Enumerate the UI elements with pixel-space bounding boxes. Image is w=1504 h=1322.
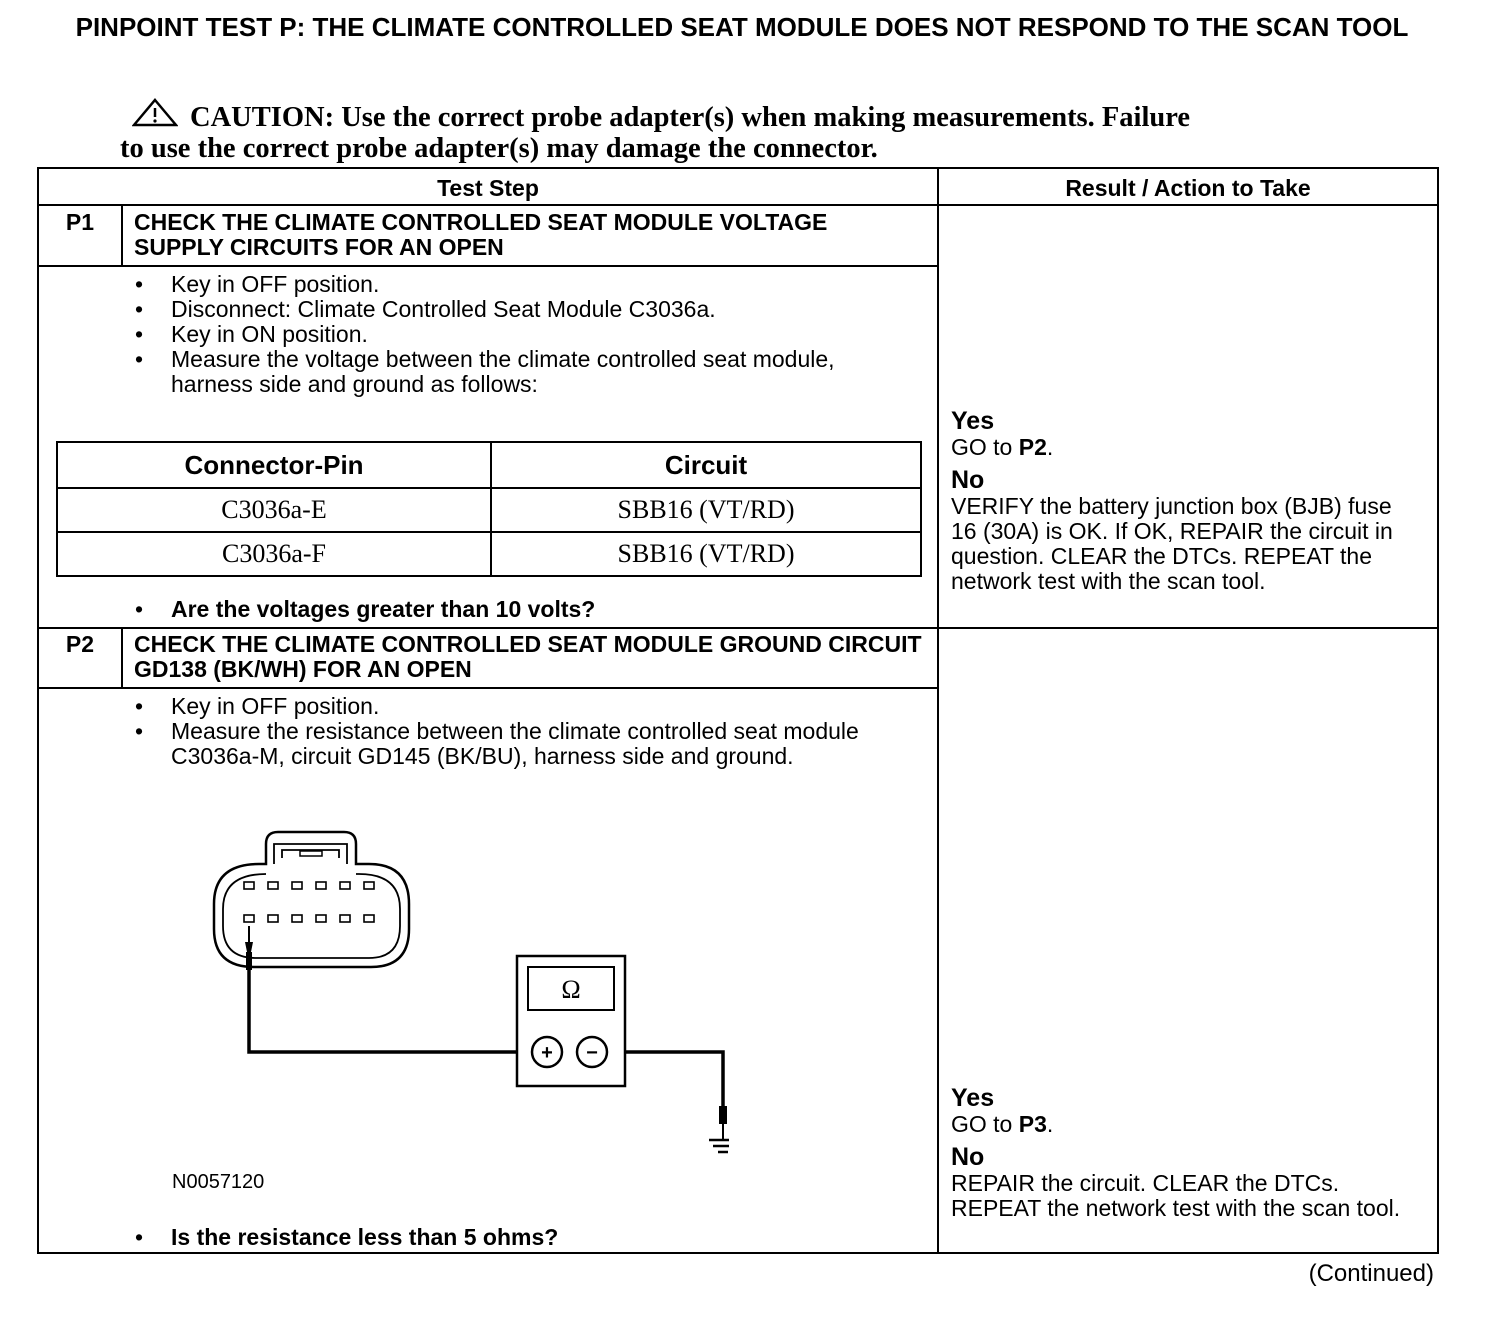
table-cell: SBB16 (VT/RD) bbox=[491, 488, 921, 532]
page-title: PINPOINT TEST P: THE CLIMATE CONTROLLED SEAT MODULE DOES NOT RESPOND TO THE SCAN TOOL bbox=[75, 12, 1409, 42]
p2-yes-label: Yes bbox=[951, 1084, 995, 1112]
caution-line-2: to use the correct probe adapter(s) may damage the connector. bbox=[120, 133, 878, 164]
warning-triangle-icon bbox=[132, 98, 178, 128]
p1-yes-target: P2 bbox=[1018, 434, 1047, 460]
p1-yes-text: GO to bbox=[951, 434, 1019, 460]
continued-note: (Continued) bbox=[1308, 1260, 1434, 1287]
table-cell: C3036a-F bbox=[57, 532, 491, 576]
p1-yes-action bbox=[951, 435, 1421, 460]
header-test-step: Test Step bbox=[437, 175, 539, 201]
p1-yes-label: Yes bbox=[951, 407, 995, 435]
ground-symbol-icon bbox=[709, 1140, 729, 1152]
meter-ohm-symbol: Ω bbox=[561, 975, 581, 1004]
p1-instructions bbox=[135, 272, 855, 397]
probe-lead-positive bbox=[245, 926, 517, 1052]
p2-result bbox=[951, 1084, 1421, 1221]
p2-no-action: REPAIR the circuit. CLEAR the DTCs. REPEAT the network test with the scan tool. bbox=[951, 1170, 1401, 1221]
p2-instructions bbox=[135, 694, 875, 769]
p1-result bbox=[951, 407, 1421, 594]
meter-plus-terminal: + bbox=[541, 1042, 553, 1064]
p2-no-label: No bbox=[951, 1143, 985, 1171]
list-item: • Key in OFF position. bbox=[135, 694, 875, 719]
figure-id: N0057120 bbox=[172, 1171, 265, 1193]
header-result-action: Result / Action to Take bbox=[1065, 175, 1311, 201]
table-row bbox=[57, 532, 921, 576]
ground-lead bbox=[625, 1052, 727, 1140]
ohmmeter-icon bbox=[517, 956, 625, 1086]
connector-pin-table bbox=[56, 441, 922, 577]
p1-no-action: VERIFY the battery junction box (BJB) fuse 16 (30A) is OK. If OK, REPAIR the circuit in question. CLEAR the DTCs. REPEAT the network test with the scan tool. bbox=[951, 493, 1393, 594]
caution-note bbox=[120, 98, 1350, 164]
list-item: • Key in OFF position. bbox=[135, 272, 855, 297]
list-item: • Key in ON position. bbox=[135, 322, 855, 347]
pin-table-header-circuit: Circuit bbox=[491, 442, 921, 488]
p2-yes-text: GO to bbox=[951, 1111, 1019, 1137]
connector-c3036a-icon bbox=[214, 832, 409, 967]
table-cell: SBB16 (VT/RD) bbox=[491, 532, 921, 576]
table-row bbox=[57, 488, 921, 532]
step-title-p2: CHECK THE CLIMATE CONTROLLED SEAT MODULE GROUND CIRCUIT GD138 (BK/WH) FOR AN OPEN bbox=[134, 631, 922, 682]
meter-minus-terminal: − bbox=[586, 1042, 598, 1064]
resistance-test-diagram bbox=[209, 824, 729, 1184]
list-item: • Disconnect: Climate Controlled Seat Module C3036a. bbox=[135, 297, 855, 322]
p2-question: • Is the resistance less than 5 ohms? bbox=[135, 1224, 558, 1251]
pin-table-header-connector: Connector-Pin bbox=[57, 442, 491, 488]
p2-yes-post: . bbox=[1046, 1111, 1054, 1137]
p1-no-label: No bbox=[951, 466, 985, 494]
table-cell: C3036a-E bbox=[57, 488, 491, 532]
step-title-p1: CHECK THE CLIMATE CONTROLLED SEAT MODULE VOLTAGE SUPPLY CIRCUITS FOR AN OPEN bbox=[134, 209, 828, 260]
pinpoint-table bbox=[37, 167, 1439, 1254]
p1-yes-post: . bbox=[1046, 434, 1054, 460]
p1-question: • Are the voltages greater than 10 volts? bbox=[135, 596, 595, 623]
caution-line-1: CAUTION: Use the correct probe adapter(s) when making measurements. Failure bbox=[190, 102, 1191, 133]
list-item: • Measure the resistance between the climate controlled seat module C3036a-M, circuit GD145 (BK/BU), harness side and ground. bbox=[135, 719, 875, 769]
p2-yes-target: P3 bbox=[1018, 1111, 1047, 1137]
step-id-p2: P2 bbox=[65, 631, 95, 657]
step-id-p1: P1 bbox=[65, 209, 95, 235]
list-item: • Measure the voltage between the climate controlled seat module, harness side and ground as follows: bbox=[135, 347, 855, 397]
p2-yes-action bbox=[951, 1112, 1421, 1137]
